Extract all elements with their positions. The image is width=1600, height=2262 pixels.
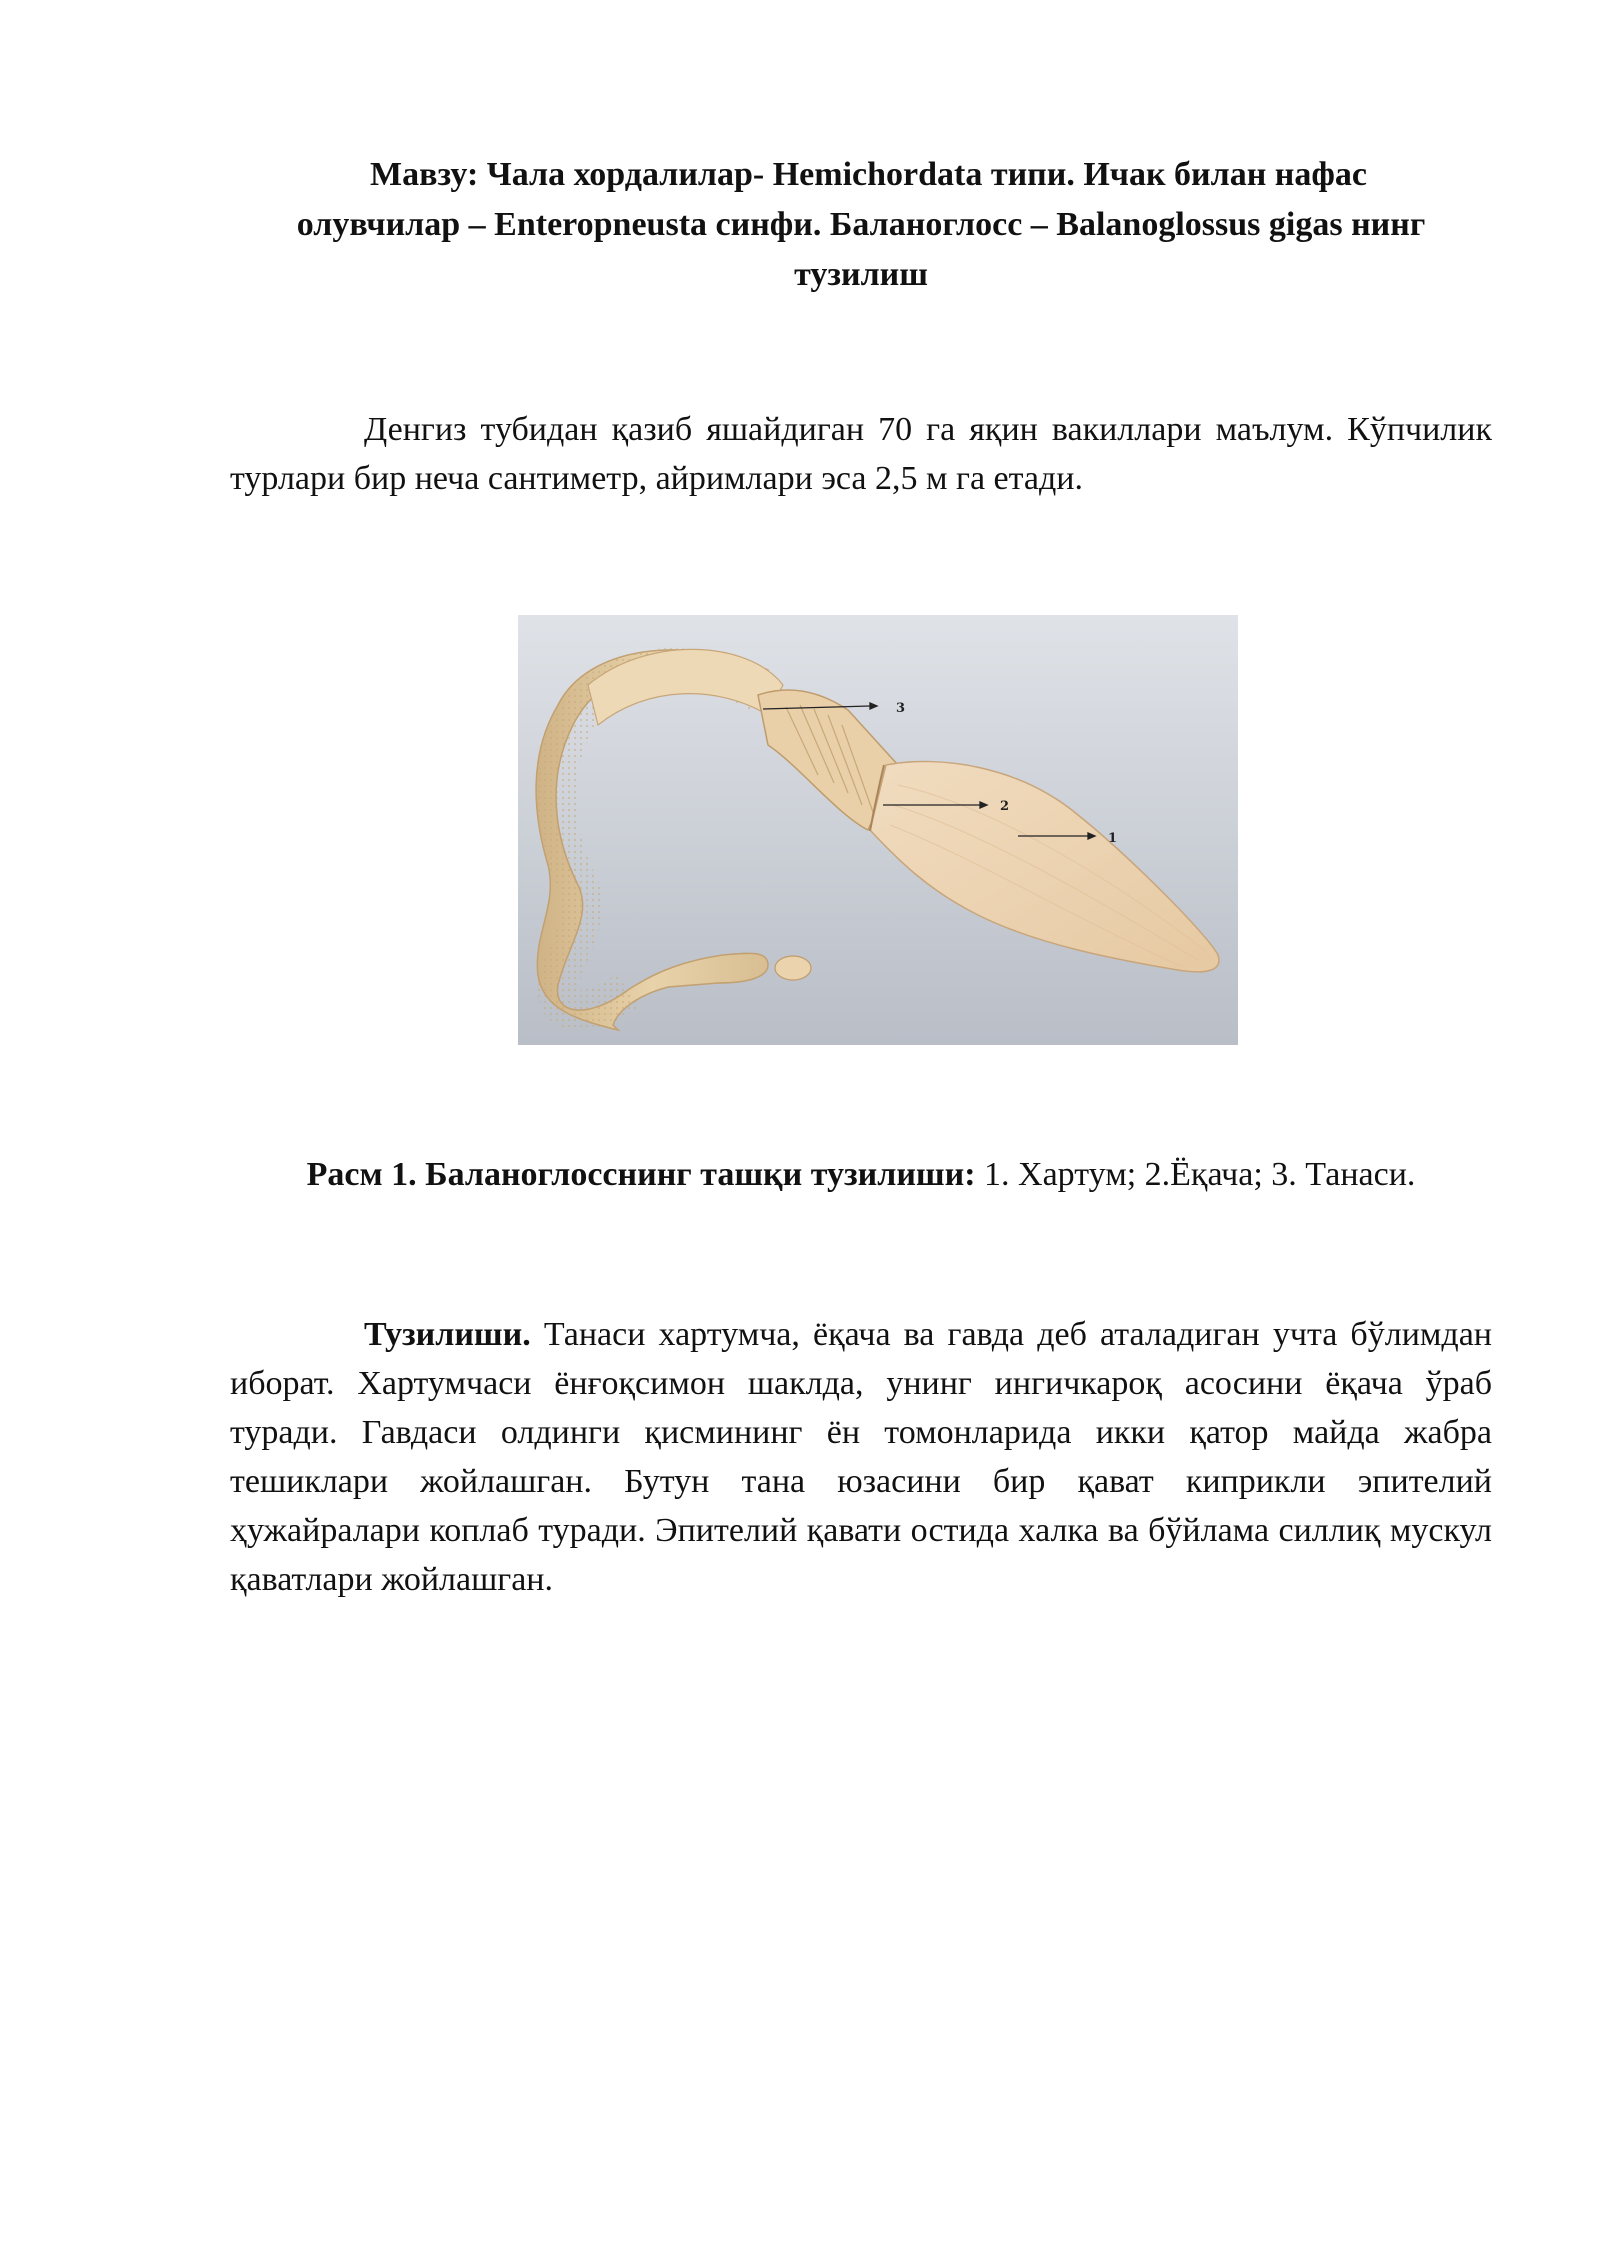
structure-text: Танаси хартумча, ёқача ва гавда деб аталадиган учта бўлимдан иборат. Хартумчаси ёнғоқсимон шаклда, унинг ингичкароқ асосини ёқача ўраб туради. Гавдаси олдинги қисмининг ён томонларида икки қатор майда жабра тешиклари жойлашган. Бутун тана юзасини бир қават киприкли эпителий ҳужайралари коплаб туради. Эпителий қавати остида халка ва бўйлама силлиқ мускул қаватлари жойлашган. — [230, 1316, 1492, 1598]
figure-caption — [230, 1150, 1492, 1200]
title-line-2: олувчилар – Enteropneusta синфи. Баланоглосс – Balanoglossus gigas нинг — [296, 206, 1426, 243]
figure-label-3: 3 — [896, 701, 906, 716]
balanoglossus-figure — [518, 615, 1238, 1045]
structure-heading: Тузилиши. — [364, 1316, 531, 1353]
figure-label-2: 2 — [1000, 799, 1010, 814]
document-page — [230, 150, 1492, 1598]
title-line-1: Мавзу: Чала хордалилар- Hemichordata типи. Ичак билан нафас — [370, 156, 1368, 193]
intro-paragraph: Денгиз тубидан қазиб яшайдиган 70 га яқин вакиллари маълум. Кўпчилик турлари бир неча сантиметр, айримлари эса 2,5 м га етади. — [230, 411, 1492, 497]
document-title — [230, 150, 1492, 300]
figure-label-1: 1 — [1108, 831, 1118, 846]
structure-paragraph — [230, 1310, 1492, 1604]
balanoglossus-photo — [518, 615, 1238, 1045]
title-line-3: тузилиш — [794, 256, 928, 293]
caption-heading: Расм 1. Баланоглосснинг ташқи тузилиши: — [306, 1156, 976, 1193]
caption-text: 1. Хартум; 2.Ёқача; 3. Танаси. — [975, 1156, 1416, 1193]
